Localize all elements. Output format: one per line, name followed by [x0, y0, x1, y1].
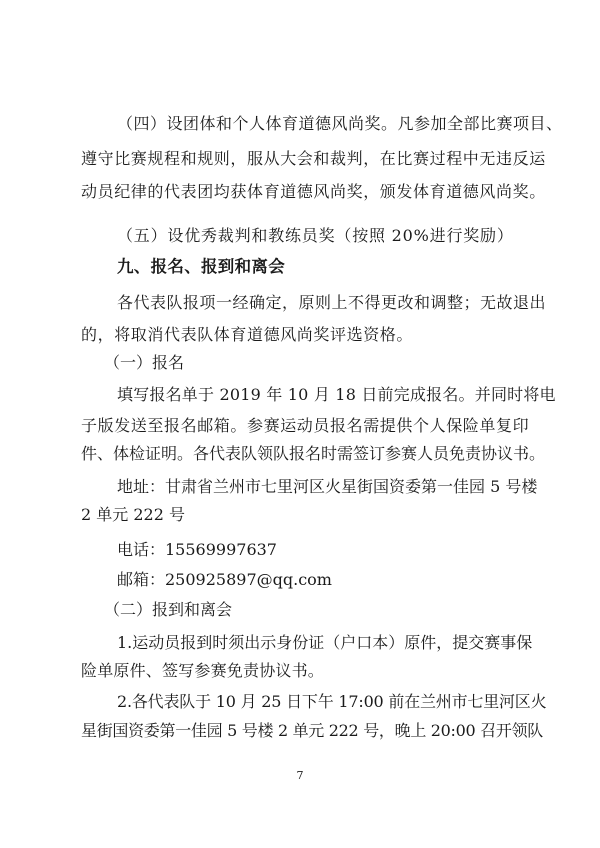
text-line: 1.运动员报到时须出示身份证（户口本）原件，提交赛事保: [117, 633, 533, 652]
text-line: 各代表队报项一经确定，原则上不得更改和调整；无故退出: [117, 293, 547, 312]
phone-line: 电话：15569997637: [117, 540, 277, 559]
text-line: 填写报名单于 2019 年 10 月 18 日前完成报名。并同时将电: [117, 385, 556, 404]
page-number: 7: [296, 769, 304, 782]
email-line: 邮箱：250925897@qq.com: [117, 570, 332, 589]
text-line: 子版发送至报名邮箱。参赛运动员报名需提供个人保险单复印: [81, 416, 530, 435]
text-line: 遵守比赛规程和规则，服从大会和裁判，在比赛过程中无违反运: [81, 149, 546, 168]
subsection-heading: （一）报名: [104, 353, 185, 372]
text-line: 星街国资委第一佳园 5 号楼 2 单元 222 号，晚上 20:00 召开领队: [81, 721, 543, 740]
text-line: 的，将取消代表队体育道德风尚奖评选资格。: [81, 325, 414, 344]
text-line: （四）设团体和个人体育道德风尚奖。凡参加全部比赛项目、: [117, 114, 563, 133]
text-line: 险单原件、签写参赛免责协议书。: [81, 661, 325, 680]
address-line: 地址：甘肃省兰州市七里河区火星街国资委第一佳园 5 号楼: [117, 477, 538, 496]
subsection-heading: （二）报到和离会: [104, 600, 233, 619]
text-line: （五）设优秀裁判和教练员奖（按照 20%进行奖励）: [117, 226, 514, 245]
address-line: 2 单元 222 号: [81, 505, 185, 524]
section-heading: 九、报名、报到和离会: [117, 257, 285, 276]
text-line: 2.各代表队于 10 月 25 日下午 17:00 前在兰州市七里河区火: [117, 692, 547, 711]
text-line: 动员纪律的代表团均获体育道德风尚奖，颁发体育道德风尚奖。: [81, 182, 546, 201]
text-line: 件、体检证明。各代表队领队报名时需签订参赛人员免责协议书。: [81, 444, 546, 463]
